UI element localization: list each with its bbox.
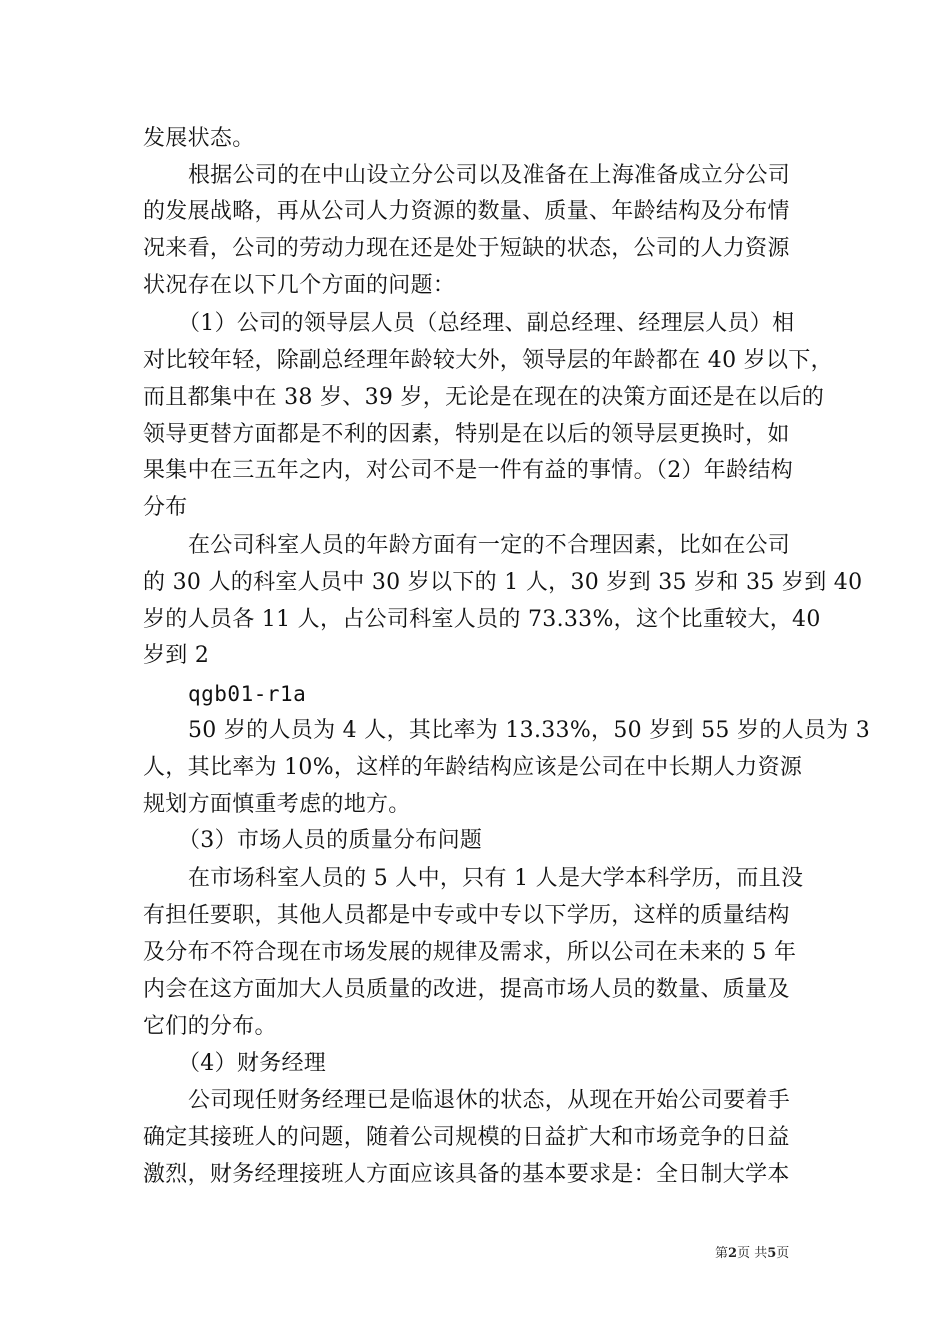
- footer-middle: 页 共: [737, 1246, 768, 1261]
- text-line: 根据公司的在中山设立分公司以及准备在上海准备成立分公司: [188, 163, 791, 188]
- text-line: 内会在这方面加大人员质量的改进，提高市场人员的数量、质量及: [143, 977, 790, 1002]
- total-page-number: 5: [767, 1246, 777, 1261]
- current-page-number: 2: [728, 1246, 738, 1261]
- text-line: 有担任要职，其他人员都是中专或中专以下学历，这样的质量结构: [143, 903, 790, 928]
- text-line: 及分布不符合现在市场发展的规律及需求，所以公司在未来的 5 年: [143, 940, 797, 965]
- text-line: 50 岁的人员为 4 人，其比率为 13.33%，50 岁到 55 岁的人员为 3: [188, 718, 871, 743]
- section-heading: （4）财务经理: [178, 1051, 327, 1076]
- text-line: 确定其接班人的问题，随着公司规模的日益扩大和市场竞争的日益: [143, 1125, 790, 1150]
- text-line: 在市场科室人员的 5 人中，只有 1 人是大学本科学历，而且没: [188, 866, 804, 891]
- text-line: 的发展战略，再从公司人力资源的数量、质量、年龄结构及分布情: [143, 199, 790, 224]
- text-line: 而且都集中在 38 岁、39 岁，无论是在现在的决策方面还是在以后的: [143, 385, 825, 410]
- code-line: qgb01-r1a: [188, 682, 307, 706]
- text-line: 对比较年轻，除副总经理年龄较大外，领导层的年龄都在 40 岁以下，: [143, 348, 833, 373]
- text-line: 发展状态。: [143, 126, 255, 151]
- text-line: （1）公司的领导层人员（总经理、副总经理、经理层人员）相: [178, 311, 795, 336]
- section-heading: （3）市场人员的质量分布问题: [178, 828, 483, 853]
- page-footer: [715, 1245, 789, 1263]
- text-line: 分布: [143, 495, 188, 520]
- text-line: 岁到 2: [143, 643, 210, 668]
- text-line: 激烈，财务经理接班人方面应该具备的基本要求是：全日制大学本: [143, 1162, 790, 1187]
- text-line: 状况存在以下几个方面的问题：: [143, 273, 456, 298]
- text-line: 况来看，公司的劳动力现在还是处于短缺的状态，公司的人力资源: [143, 236, 790, 261]
- text-line: 果集中在三五年之内，对公司不是一件有益的事情。（2）年龄结构: [143, 458, 793, 483]
- footer-prefix: 第: [715, 1246, 729, 1261]
- text-line: 的 30 人的科室人员中 30 岁以下的 1 人，30 岁到 35 岁和 35 岁到 40: [143, 570, 863, 595]
- text-line: 人，其比率为 10%，这样的年龄结构应该是公司在中长期人力资源: [143, 755, 803, 780]
- text-line: 岁的人员各 11 人，占公司科室人员的 73.33%，这个比重较大，40: [143, 607, 821, 632]
- text-line: 它们的分布。: [143, 1014, 277, 1039]
- text-line: 在公司科室人员的年龄方面有一定的不合理因素，比如在公司: [188, 533, 791, 558]
- text-line: 领导更替方面都是不利的因素，特别是在以后的领导层更换时，如: [143, 422, 790, 447]
- text-line: 公司现任财务经理已是临退休的状态，从现在开始公司要着手: [188, 1088, 791, 1113]
- text-line: 规划方面慎重考虑的地方。: [143, 792, 411, 817]
- footer-suffix: 页: [776, 1246, 790, 1261]
